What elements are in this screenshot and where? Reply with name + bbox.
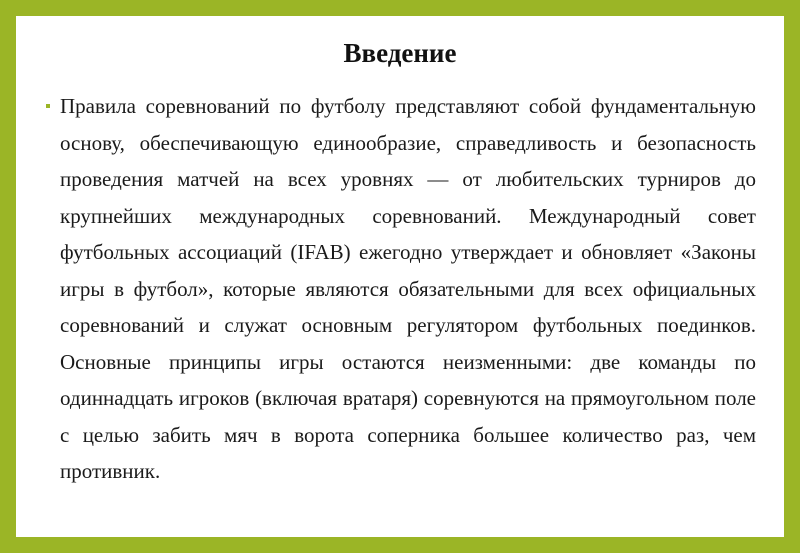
slide-title: Введение <box>343 38 457 68</box>
bullet-text: Правила соревнований по футболу представляют собой фундаментальную основу, обеспечивающую единообразие, справедливость и безопасность проведения матчей на всех уровнях — от любительских турниров до крупнейших международных соревнований. Международный совет футбольных ассоциаций (IFAB) ежегодно утверждает и обновляет «Законы игры в футбол», которые являются обязательными для всех официальных соревнований и служат основным регулятором футбольных поединков. Основные принципы игры остаются неизменными: две команды по одиннадцать игроков (включая вратаря) соревнуются на прямоугольном поле с целью забить мяч в ворота соперника большее количество раз, чем противник. <box>60 94 756 483</box>
slide <box>16 16 784 537</box>
bullet-item <box>46 88 756 490</box>
bullet-marker-icon <box>46 104 50 108</box>
